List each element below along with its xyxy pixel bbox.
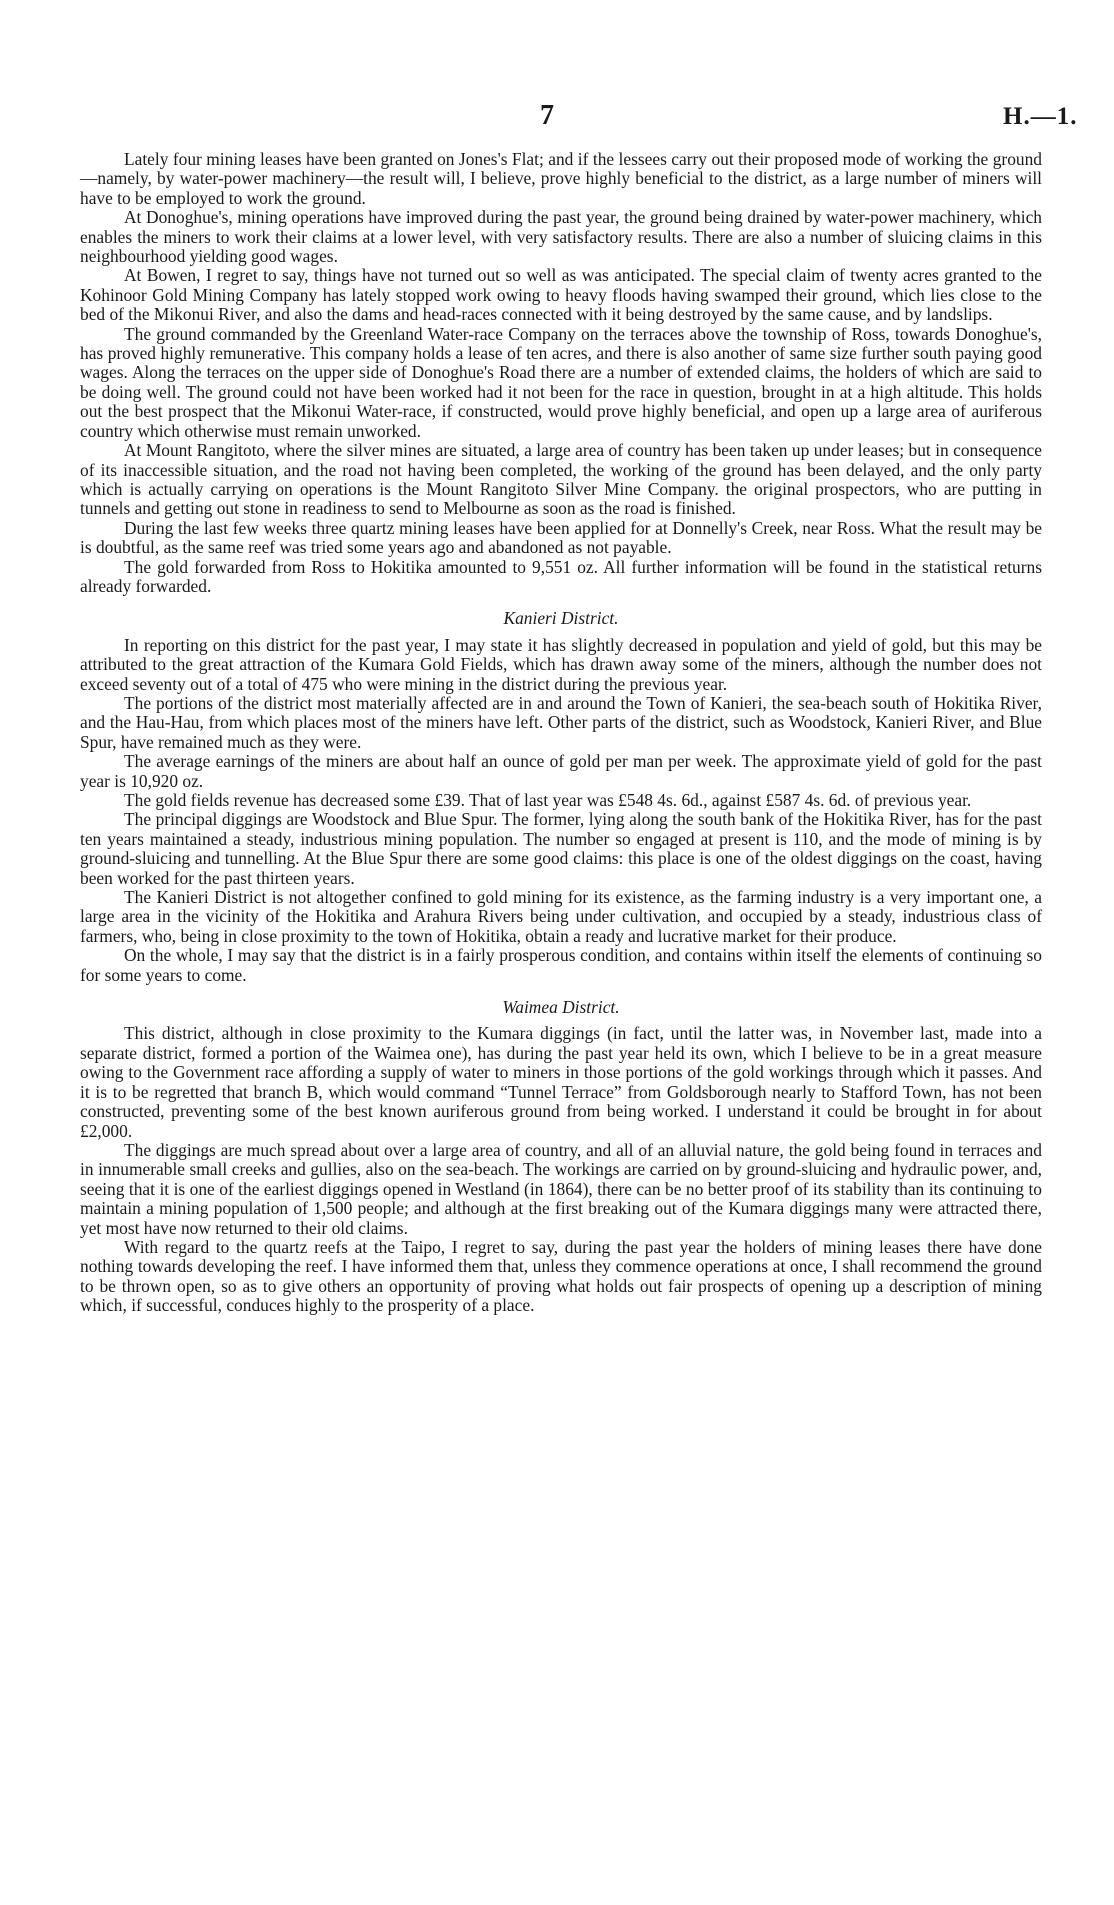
paragraph: In reporting on this district for the past year, I may state it has slightly decreased in population and yield of gold, but this may be attributed to the great attraction of the Kumara Gold Fields, which has drawn away some of the miners, although the number does not exceed seventy out of a total of 475 who were mining in the district during the previous year. <box>80 634 1042 694</box>
paragraph: The ground commanded by the Greenland Water-race Company on the terraces above the township of Ross, towards Donoghue's, has proved highly remunerative. This company holds a lease of ten acres, and there is also another of same size further south paying good wages. Along the terraces on the upper side of Donoghue's Road there are a number of extended claims, the holders of which are said to be doing well. The ground could not have been worked had it not been for the race in question, brought in at a high altitude. This holds out the best prospect that the Mikonui Water-race, if constructed, would prove highly beneficial, and open up a large area of auriferous country which otherwise must remain unworked. <box>80 323 1042 441</box>
paragraph: The portions of the district most materially affected are in and around the Town of Kanieri, the sea-beach south of Hokitika River, and the Hau-Hau, from which places most of the miners have left. Other parts of the district, such as Woodstock, Kanieri River, and Blue Spur, have remained much as they were. <box>80 692 1042 752</box>
section-heading-kanieri: Kanieri District. <box>503 608 619 629</box>
paragraph: During the last few weeks three quartz mining leases have been applied for at Donnelly's Creek, near Ross. What the result may be is doubtful, as the same reef was tried some years ago and abandoned as not payable. <box>80 517 1042 558</box>
paragraph: This district, although in close proximity to the Kumara diggings (in fact, until the latter was, in November last, made into a separate district, formed a portion of the Waimea one), has during the past year held its own, which I believe to be in a great measure owing to the Government race affording a supply of water to miners in those portions of the gold workings through which it passes. And it is to be regretted that branch B, which would command “Tunnel Terrace” from Goldsborough nearly to Stafford Town, has not been constructed, preventing some of the best known auriferous ground from being worked. I understand it could be brought in for about £2,000. <box>80 1023 1042 1141</box>
paragraph: At Mount Rangitoto, where the silver mines are situated, a large area of country has been taken up under leases; but in consequence of its inaccessible situation, and the road not having been completed, the working of the ground has been delayed, and the only party which is actually carrying on operations is the Mount Rangitoto Silver Mine Company. the original prospectors, who are putting in tunnels and getting out stone in readiness to send to Melbourne as soon as the road is finished. <box>80 440 1042 519</box>
paragraph: At Bowen, I regret to say, things have not turned out so well as was anticipated. The special claim of twenty acres granted to the Kohinoor Gold Mining Company has lately stopped work owing to heavy floods having swamped their ground, which lies close to the bed of the Mikonui River, and also the dams and head-races connected with it being destroyed by the same cause, and by landslips. <box>80 265 1042 325</box>
paragraph: At Donoghue's, mining operations have improved during the past year, the ground being drained by water-power machinery, which enables the miners to work their claims at a lower level, with very satisfactory results. There are also a number of sluicing claims in this neighbourhood yielding good wages. <box>80 207 1042 267</box>
paragraph: Lately four mining leases have been granted on Jones's Flat; and if the lessees carry out their proposed mode of working the ground—namely, by water-power machinery—the result will, I believe, prove highly beneficial to the district, as a large number of miners will have to be employed to work the ground. <box>80 149 1042 208</box>
paragraph: The average earnings of the miners are about half an ounce of gold per man per week. The approximate yield of gold for the past year is 10,920 oz. <box>80 751 1042 791</box>
paper-code: H.—1. <box>1003 103 1078 130</box>
paragraph: The diggings are much spread about over a large area of country, and all of an alluvial nature, the gold being found in terraces and in innumerable small creeks and gullies, also on the sea-beach. The workings are carried on by ground-sluicing and hydraulic power, and, seeing that it is one of the earliest diggings opened in Westland (in 1864), there can be no better proof of its stability than its continuing to maintain a mining population of 1,500 people; and although at the first breaking out of the Kumara diggings many were attracted there, yet most have now returned to their old claims. <box>80 1139 1042 1238</box>
paragraph: The gold forwarded from Ross to Hokitika amounted to 9,551 oz. All further information will be found in the statistical returns already forwarded. <box>80 556 1042 596</box>
paragraph: The Kanieri District is not altogether confined to gold mining for its existence, as the farming industry is a very important one, a large area in the vicinity of the Hokitika and Arahura Rivers being under cultivation, and occupied by a steady, industrious class of farmers, who, being in close proximity to the town of Hokitika, obtain a ready and lucrative market for their produce. <box>80 887 1042 946</box>
page-number: 7 <box>540 100 554 131</box>
kanieri-section <box>80 609 1042 985</box>
paragraph: On the whole, I may say that the district is in a fairly prosperous condition, and contains within itself the elements of continuing so for some years to come. <box>80 945 1042 985</box>
section-heading-waimea: Waimea District. <box>502 997 620 1018</box>
report-body <box>80 150 1042 1316</box>
waimea-section <box>80 998 1042 1316</box>
paragraph: With regard to the quartz reefs at the Taipo, I regret to say, during the past year the holders of mining leases there have done nothing towards developing the reef. I have informed them that, unless they commence operations at once, I shall recommend the ground to be thrown open, so as to give others an opportunity of proving what holds out fair prospects of opening up a description of mining which, if successful, conduces highly to the prosperity of a place. <box>80 1236 1042 1316</box>
ross-section <box>80 150 1042 596</box>
paragraph: The principal diggings are Woodstock and Blue Spur. The former, lying along the south bank of the Hokitika River, has for the past ten years maintained a steady, industrious mining population. The number so engaged at present is 110, and the mode of mining is by ground-sluicing and tunnelling. At the Blue Spur there are some good claims: this place is one of the oldest diggings on the coast, having been worked for the past thirteen years. <box>80 809 1042 888</box>
paragraph: The gold fields revenue has decreased some £39. That of last year was £548 4s. 6d., against £587 4s. 6d. of previous year. <box>124 790 972 810</box>
